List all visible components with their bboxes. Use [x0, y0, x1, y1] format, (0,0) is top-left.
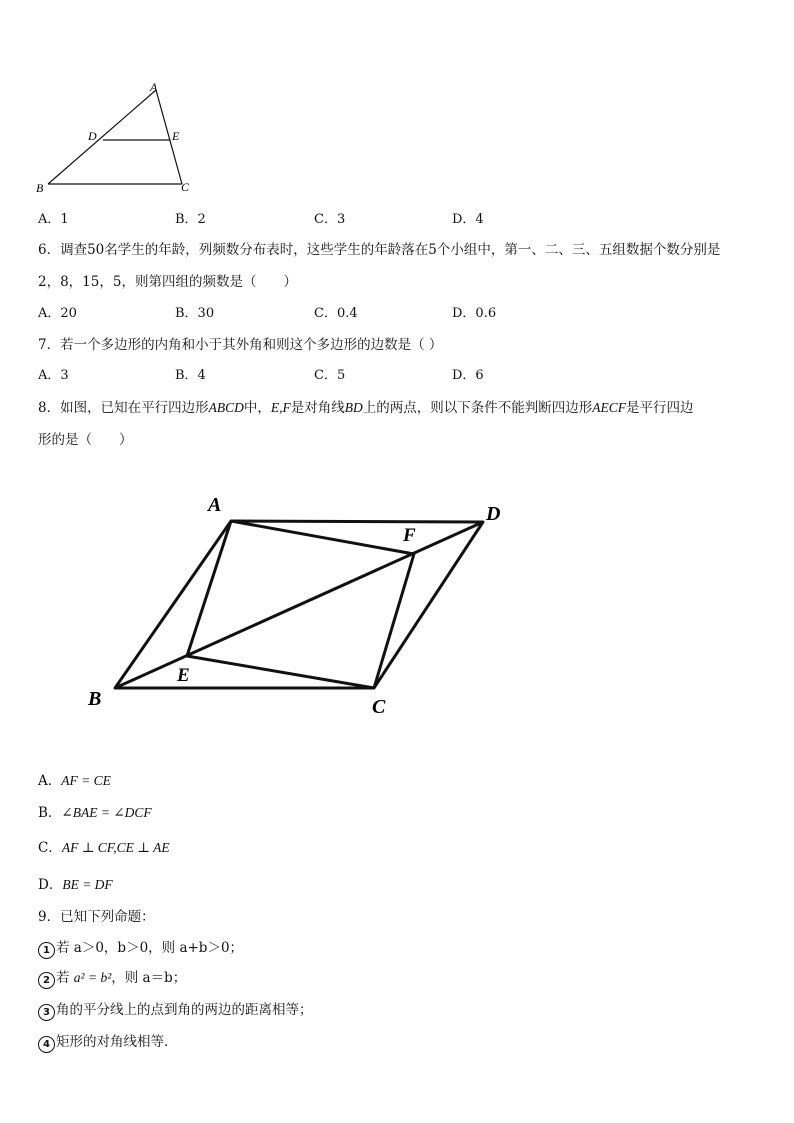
q8-option-c-math: AF ⊥ CF,CE ⊥ AE	[61, 840, 170, 855]
label-b: B	[88, 688, 102, 710]
q9-item-2-math: a² = b²	[73, 970, 112, 985]
q6-option-a[interactable]: A．20	[38, 306, 77, 321]
q8-option-d[interactable]	[38, 873, 113, 893]
q8-text-part5: 是平行四边	[625, 400, 694, 416]
label-e: E	[177, 665, 190, 686]
q6-option-c[interactable]: C．0.4	[314, 306, 358, 321]
label-a: A	[208, 494, 222, 516]
segment-cf	[374, 554, 414, 688]
label-c: C	[181, 180, 190, 194]
q8-text-part4: 上的两点，则以下条件不能判断四边形	[362, 400, 593, 416]
q5-option-b[interactable]: B．2	[175, 212, 206, 227]
q5-option-c[interactable]: C．3	[314, 212, 346, 227]
q9-item-2	[38, 966, 186, 989]
q9-item-1	[38, 936, 243, 959]
q8-option-c-label: C．	[38, 840, 62, 856]
q9-item-1-text: 若 a＞0，b＞0，则 a+b＞0；	[56, 940, 244, 956]
q6-option-d[interactable]: D．0.6	[452, 306, 497, 321]
q9-intro: 9．已知下列命题：	[38, 909, 155, 925]
segment-ae	[187, 521, 231, 656]
circled-number-3: 3	[38, 1004, 55, 1021]
q8-math-abcd: ABCD	[208, 400, 244, 415]
q7-option-c[interactable]: C．5	[314, 368, 346, 383]
q9-item-4-text: 矩形的对角线相等．	[56, 1034, 178, 1050]
q6-text-line1: 6．调查50名学生的年龄，列频数分布表时，这些学生的年龄落在5个小组中，第一、二、三、五组数据个数分别是	[38, 242, 721, 258]
q8-text-part1: 8．如图，已知在平行四边形	[38, 400, 209, 416]
q5-option-d[interactable]: D．4	[452, 212, 484, 227]
q8-option-c[interactable]	[38, 836, 170, 856]
q8-text-line2: 形的是（ ）	[38, 432, 133, 448]
q9-item-4	[38, 1030, 178, 1053]
q8-option-a-label: A．	[38, 773, 62, 789]
q7-option-b[interactable]: B．4	[175, 368, 206, 383]
q8-math-ef: E,F	[270, 400, 291, 415]
label-e: E	[172, 129, 180, 143]
q8-option-b-label: B．	[38, 805, 62, 821]
q8-option-d-math: BE = DF	[62, 877, 113, 892]
label-a: A	[150, 80, 158, 94]
parallelogram-figure	[80, 488, 520, 723]
q8-text-part3: 是对角线	[290, 400, 345, 416]
q8-option-d-label: D．	[38, 877, 63, 893]
side-ab	[48, 90, 156, 184]
q6-text-line2: 2，8，15，5，则第四组的频数是（ ）	[38, 274, 297, 290]
q6-option-b[interactable]: B．30	[175, 306, 215, 321]
label-d: D	[88, 129, 97, 143]
q7-option-d[interactable]: D．6	[452, 368, 484, 383]
q9-item-2-post: ，则 a＝b；	[111, 970, 187, 986]
q8-option-a-math: AF = CE	[61, 773, 111, 788]
triangle-figure	[30, 78, 210, 198]
q5-option-a[interactable]: A．1	[38, 212, 69, 227]
q7-text: 7．若一个多边形的内角和小于其外角和则这个多边形的边数是（ ）	[38, 337, 443, 353]
q8-option-b[interactable]	[38, 801, 152, 821]
label-f: F	[403, 525, 416, 546]
q9-item-3-text: 角的平分线上的点到角的两边的距离相等；	[56, 1002, 313, 1018]
circled-number-2: 2	[38, 972, 55, 989]
segment-ce	[187, 656, 374, 688]
q7-option-a[interactable]: A．3	[38, 368, 69, 383]
q8-option-b-math: ∠BAE = ∠DCF	[61, 805, 152, 820]
label-c: C	[372, 696, 386, 718]
circled-number-4: 4	[38, 1036, 55, 1053]
circled-number-1: 1	[38, 942, 55, 959]
q8-text-line1	[38, 396, 693, 416]
q8-math-aecf: AECF	[592, 400, 626, 415]
label-d: D	[486, 503, 501, 525]
q8-text-part2: 中，	[243, 400, 271, 416]
segment-af	[231, 521, 414, 554]
q8-option-a[interactable]	[38, 769, 111, 789]
label-b: B	[36, 181, 44, 195]
q9-item-2-pre: 若	[56, 970, 74, 986]
q8-math-bd: BD	[344, 400, 363, 415]
q9-item-3	[38, 998, 313, 1021]
